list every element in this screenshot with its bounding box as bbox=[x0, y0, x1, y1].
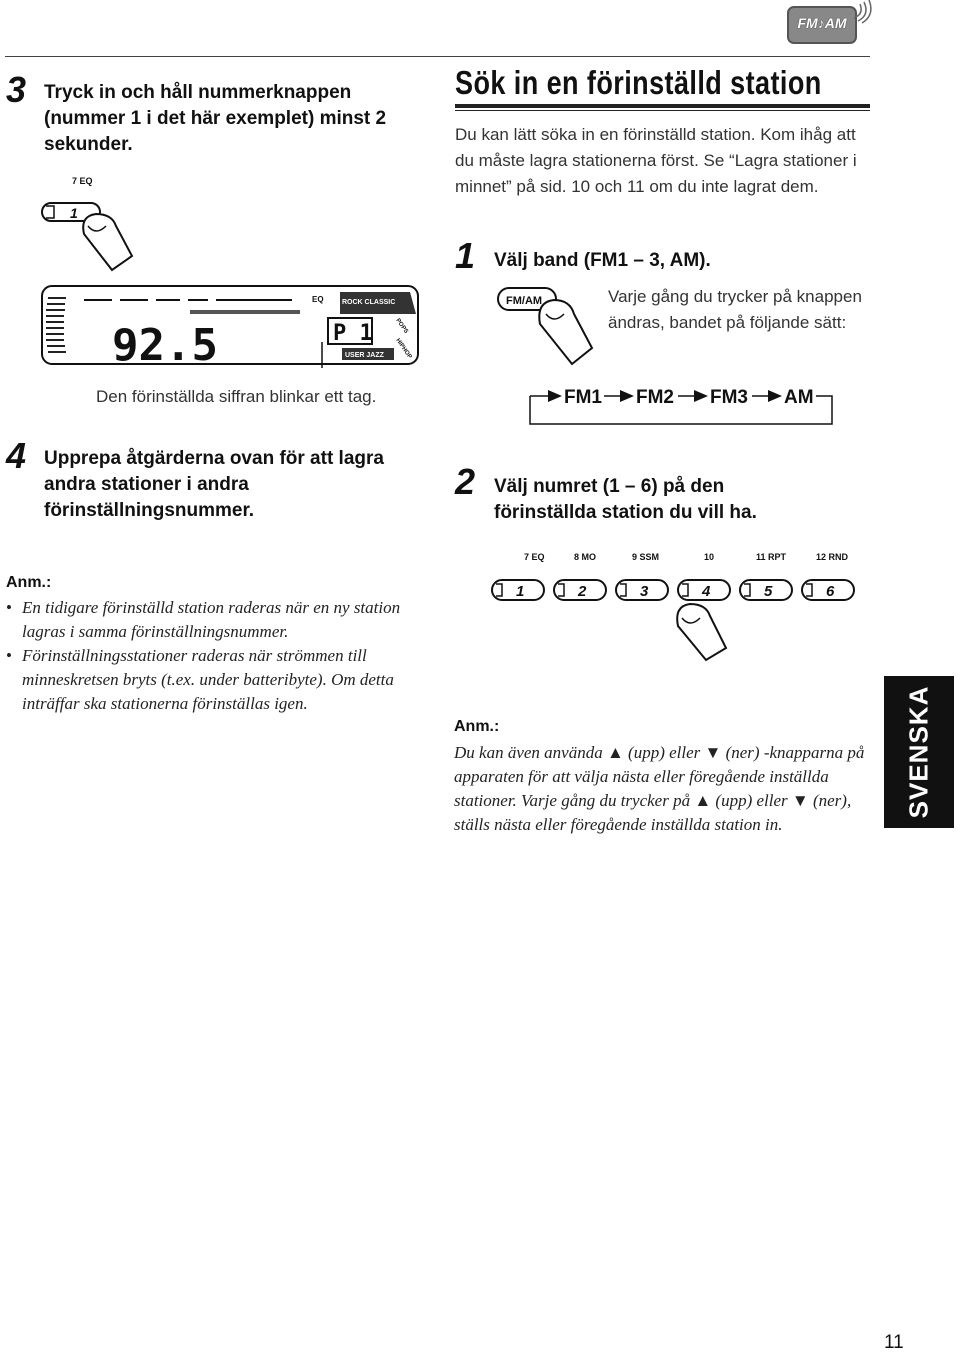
signal-waves-icon bbox=[850, 0, 874, 24]
fmam-label: FM/AM bbox=[506, 295, 543, 307]
preset-button-6: 6 bbox=[826, 583, 835, 600]
svg-text:POPS: POPS bbox=[394, 317, 409, 335]
preset-button-1: 1 bbox=[516, 583, 525, 600]
step-2-number: 2 bbox=[455, 461, 476, 502]
step-4-number: 4 bbox=[6, 435, 27, 476]
finger-icon bbox=[539, 300, 592, 364]
title-rule bbox=[455, 104, 870, 108]
finger-icon bbox=[83, 214, 132, 270]
title-rule-thin bbox=[455, 110, 870, 111]
display-caption: Den förinställda siffran blinkar ett tag. bbox=[96, 387, 377, 406]
step-1-description: Varje gång du trycker på knappen ändras, bandet på följande sätt: bbox=[608, 287, 862, 332]
preset-buttons-illustration bbox=[490, 572, 862, 662]
cycle-am: AM bbox=[784, 387, 814, 408]
preset-label-12rnd: 12 RND bbox=[816, 552, 849, 562]
frequency-readout: 92.5 bbox=[112, 320, 218, 368]
step-1-text: Välj band (FM1 – 3, AM). bbox=[494, 250, 711, 271]
radio-display-illustration bbox=[40, 284, 420, 368]
preset-label-10: 10 bbox=[704, 552, 715, 562]
band-cycle-diagram bbox=[526, 378, 838, 430]
page-number: 11 bbox=[884, 1332, 904, 1353]
cycle-fm2: FM2 bbox=[636, 387, 674, 408]
button-1-number: 1 bbox=[70, 205, 78, 221]
cycle-fm3: FM3 bbox=[710, 387, 748, 408]
left-note-item: • Förinställningsstationer raderas när strömmen till minneskretsen bryts (t.ex. under batteribyte). Om detta inträffar ska stationerna förinställas igen. bbox=[4, 644, 414, 716]
preset-label-8mo: 8 MO bbox=[574, 552, 597, 562]
svg-text:EQ: EQ bbox=[312, 295, 324, 304]
page-title: Sök in en förinställd station bbox=[455, 64, 822, 101]
step-1-number: 1 bbox=[455, 235, 476, 276]
arrow-right-icon bbox=[768, 390, 782, 402]
arrow-right-icon bbox=[694, 390, 708, 402]
finger-icon bbox=[677, 604, 726, 660]
preset-label-11rpt: 11 RPT bbox=[756, 552, 787, 562]
svg-text:HIPHOP: HIPHOP bbox=[394, 337, 413, 361]
step-3-number: 3 bbox=[6, 69, 27, 110]
intro-text: Du kan lätt söka in en förinställd station. Kom ihåg att du måste lagra stationerna först. Se “Lagra stationer i minnet” på sid. 10 och 11 om du inte lagrat dem. bbox=[455, 125, 857, 196]
svg-text:ROCK CLASSIC: ROCK CLASSIC bbox=[342, 299, 396, 306]
preset-button-3: 3 bbox=[640, 583, 649, 600]
preset-button-2: 2 bbox=[578, 583, 587, 600]
left-note-title: Anm.: bbox=[6, 574, 52, 591]
language-tab: SVENSKA bbox=[884, 676, 954, 828]
cycle-fm1: FM1 bbox=[564, 387, 602, 408]
svg-text:USER JAZZ: USER JAZZ bbox=[345, 352, 384, 359]
step-2-text: Välj numret (1 – 6) på den förinställda station du vill ha. bbox=[494, 476, 757, 523]
left-note-list bbox=[4, 596, 414, 716]
press-button-1-illustration bbox=[40, 196, 140, 272]
fm-am-badge: FM♪AM bbox=[787, 6, 857, 44]
left-note-item: • En tidigare förinställd station raderas när en ny station lagras i samma förinställningsnummer. bbox=[4, 596, 414, 644]
step-3-text: Tryck in och håll nummerknappen (nummer 1 i det här exemplet) minst 2 sekunder. bbox=[44, 82, 387, 155]
preset-readout: P 1 bbox=[333, 321, 373, 346]
arrow-right-icon bbox=[620, 390, 634, 402]
right-note-text: Du kan även använda ▲ (upp) eller ▼ (ner) -knapparna på apparaten för att välja nästa eller föregående inställda stationer. Varje gång du trycker på ▲ (upp) eller ▼ (ner), ställs nästa eller föregående inställda station in. bbox=[454, 743, 865, 834]
header-rule bbox=[5, 56, 870, 57]
fmam-button-illustration bbox=[494, 284, 604, 368]
button-1-label: 7 EQ bbox=[72, 176, 93, 186]
preset-button-5: 5 bbox=[764, 583, 773, 600]
arrow-right-icon bbox=[548, 390, 562, 402]
preset-label-9ssm: 9 SSM bbox=[632, 552, 660, 562]
preset-button-4: 4 bbox=[702, 583, 711, 600]
step-4-text: Upprepa åtgärderna ovan för att lagra andra stationer i andra förinställningsnummer. bbox=[44, 448, 384, 521]
preset-label-7eq: 7 EQ bbox=[524, 552, 545, 562]
right-note-title: Anm.: bbox=[454, 718, 500, 735]
